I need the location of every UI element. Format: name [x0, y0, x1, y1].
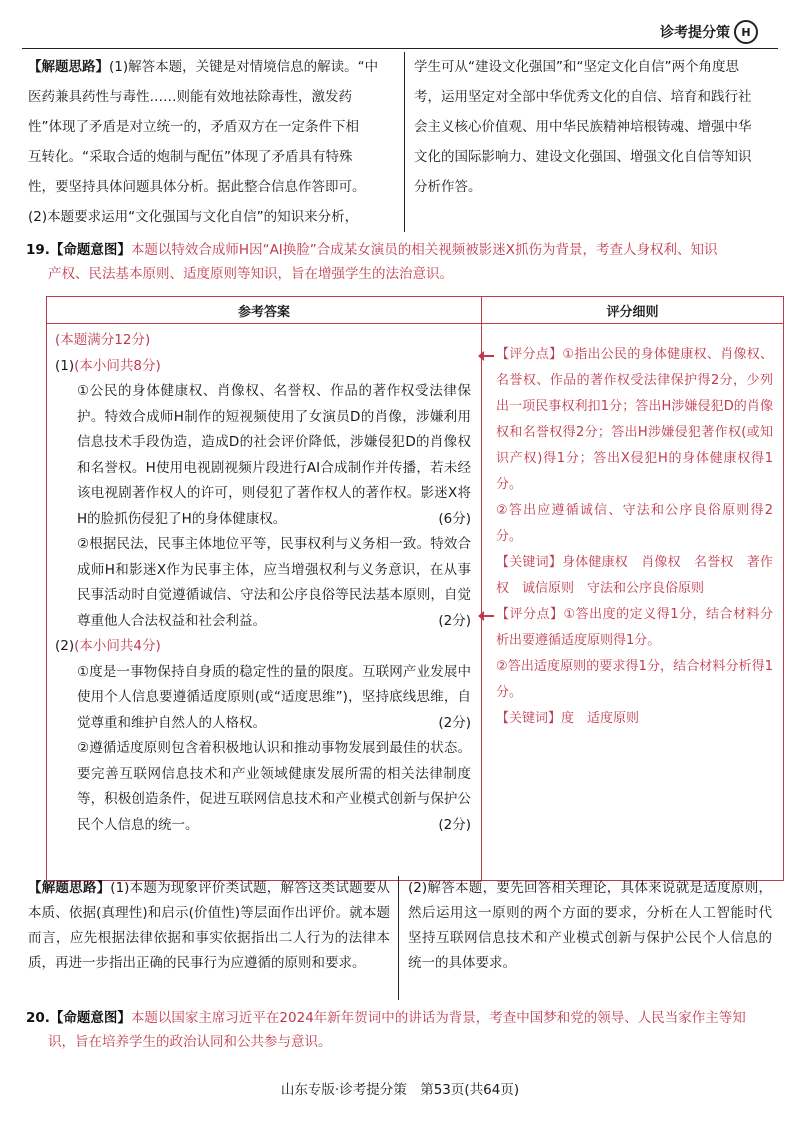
rubric-keywords-2: 【关键词】度 适度原则	[496, 711, 640, 726]
score-label: (6分)	[438, 510, 471, 527]
q19-label: 【命题意图】	[49, 242, 131, 258]
top-left-line-1: 医药兼具药性与毒性……则能有效地祛除毒性，激发药	[28, 89, 352, 105]
top-right-line-0: 学生可从“建设文化强国”和“坚定文化自信”两个角度思	[414, 59, 739, 75]
q20-number: 20.	[26, 1010, 50, 1026]
total-score: (本题满分12分)	[55, 332, 151, 348]
score-label: (2分)	[438, 816, 471, 833]
top-right-line-4: 分析作答。	[414, 179, 482, 195]
page-footer: 山东专版·诊考提分策 第53页(共64页)	[280, 1082, 520, 1098]
rubric-block-1	[496, 342, 773, 498]
bottom-left-column: 【解题思路】(1)本题为现象评价类试题，解答这类试题要从本质、依据(真理性)和启示(价值性)等层面作出评价。就本题而言，应先根据法律依据和事实依据指出二人行为的法律本质，再进一步指出正确的民事行为应遵循的原则和要求。	[28, 880, 391, 971]
part2-answer-a: ①度是一事物保持自身质的稳定性的量的限度。互联网产业发展中使用个人信息要遵循适度原则(或“适度思维”)，坚持底线思维，自觉尊重和维护自然人的人格权。 (2分)	[55, 660, 471, 737]
rubric-block-2	[496, 602, 773, 654]
answer-cell	[47, 324, 482, 881]
q20-label: 【命题意图】	[49, 1010, 131, 1026]
top-left-line-0: 【解题思路】(1)解答本题，关键是对情境信息的解读。“中	[28, 59, 379, 75]
rubric-point-1: 【评分点】①指出公民的身体健康权、肖像权、名誉权、作品的著作权受法律保护得2分，少列出一项民事权利扣1分；答出H涉嫌侵犯D的肖像权和名誉权得2分；答出H涉嫌侵犯著作权(或知识产权)得1分；答出X侵犯H的身体健康权得1分。	[496, 347, 773, 492]
rubric-point-3: 【评分点】①答出度的定义得1分，结合材料分析出要遵循适度原则得1分。	[496, 607, 773, 648]
q19-text-2: 产权、民法基本原则、适度原则等知识，旨在增强学生的法治意识。	[48, 266, 453, 282]
col-header-answer: 参考答案	[47, 297, 482, 324]
top-left-line-5: (2)本题要求运用“文化强国与文化自信”的知识来分析，	[28, 209, 359, 225]
top-right-column	[414, 52, 772, 202]
part1-answer-a: ①公民的身体健康权、肖像权、名誉权、作品的著作权受法律保护。特效合成师H制作的短视频使用了女演员D的肖像，涉嫌利用信息技术手段伪造，造成D的社会评价降低，涉嫌侵犯D的肖像权和名誉权。H使用电视剧视频片段进行AI合成制作并传播，若未经该电视剧著作权人的许可，则侵犯了著作权人的著作权。影迷X将H的脸抓伤侵犯了H的身体健康权。 (6分)	[55, 379, 471, 532]
top-right-line-2: 会主义核心价值观、用中华民族精神培根铸魂、增强中华	[414, 119, 752, 135]
q19-intent	[26, 238, 778, 286]
header-rule	[22, 48, 778, 49]
rubric-keywords-1: 【关键词】身体健康权 肖像权 名誉权 著作权 诚信原则 守法和公序良俗原则	[496, 555, 773, 596]
q19-number: 19.	[26, 242, 50, 258]
brand-title: 诊考提分策	[660, 25, 730, 41]
rubric-point-4: ②答出适度原则的要求得1分，结合材料分析得1分。	[496, 659, 773, 700]
brand-logo-icon: H	[734, 20, 758, 44]
rubric-point-2: ②答出应遵循诚信、守法和公序良俗原则得2分。	[496, 503, 773, 544]
rubric-cell	[482, 324, 784, 881]
top-left-line-3: 互转化。“采取合适的炮制与配伍”体现了矛盾具有特殊	[28, 149, 353, 165]
arrow-left-icon	[482, 615, 494, 617]
part1-heading: (1)(本小问共8分)	[55, 357, 161, 374]
q20-text-1: 本题以国家主席习近平在2024年新年贺词中的讲话为背景，考查中国梦和党的领导、人民当家作主等知	[130, 1010, 746, 1026]
solution-label: 【解题思路】	[28, 59, 109, 75]
score-label: (2分)	[438, 612, 471, 629]
col-header-rubric: 评分细则	[482, 297, 784, 324]
bottom-right-column: (2)解答本题，要先回答相关理论，具体来说就是适度原则，然后运用这一原则的两个方面的要求，分析在人工智能时代坚持互联网信息技术和产业模式创新与保护公民个人信息的统一的具体要求。	[408, 880, 772, 971]
header-brand	[660, 20, 758, 44]
column-divider-top	[404, 52, 405, 232]
top-left-line-2: 性”体现了矛盾是对立统一的，矛盾双方在一定条件下相	[28, 119, 359, 135]
score-label: (2分)	[438, 714, 471, 731]
top-right-line-3: 文化的国际影响力、建设文化强国、增强文化自信等知识	[414, 149, 752, 165]
top-left-line-4: 性，要坚持具体问题具体分析。据此整合信息作答即可。	[28, 179, 366, 195]
q20-intent	[26, 1006, 778, 1054]
top-left-column	[28, 52, 398, 232]
part2-answer-b: ②遵循适度原则包含着积极地认识和推动事物发展到最佳的状态。要完善互联网信息技术和产业领域健康发展所需的相关法律制度等，积极创造条件，促进互联网信息技术和产业模式创新与保护公民个人信息的统一。 (2分)	[55, 736, 471, 838]
answer-table	[46, 296, 784, 881]
arrow-left-icon	[482, 355, 494, 357]
part1-answer-b: ②根据民法，民事主体地位平等，民事权利与义务相一致。特效合成师H和影迷X作为民事主体，应当增强权利与义务意识，在从事民事活动时自觉遵循诚信、守法和公序良俗等民法基本原则，自觉尊重他人合法权益和社会利益。 (2分)	[55, 532, 471, 634]
top-right-line-1: 考，运用坚定对全部中华优秀文化的自信、培育和践行社	[414, 89, 752, 105]
q20-text-2: 识，旨在培养学生的政治认同和公共参与意识。	[48, 1034, 332, 1050]
solution-label-2: 【解题思路】	[28, 880, 111, 896]
part2-heading: (2)(本小问共4分)	[55, 638, 161, 654]
column-divider-bottom	[398, 876, 399, 1000]
q19-text-1: 本题以特效合成师H因“AI换脸”合成某女演员的相关视频被影迷X抓伤为背景，考查人身权利、知识	[130, 242, 718, 258]
